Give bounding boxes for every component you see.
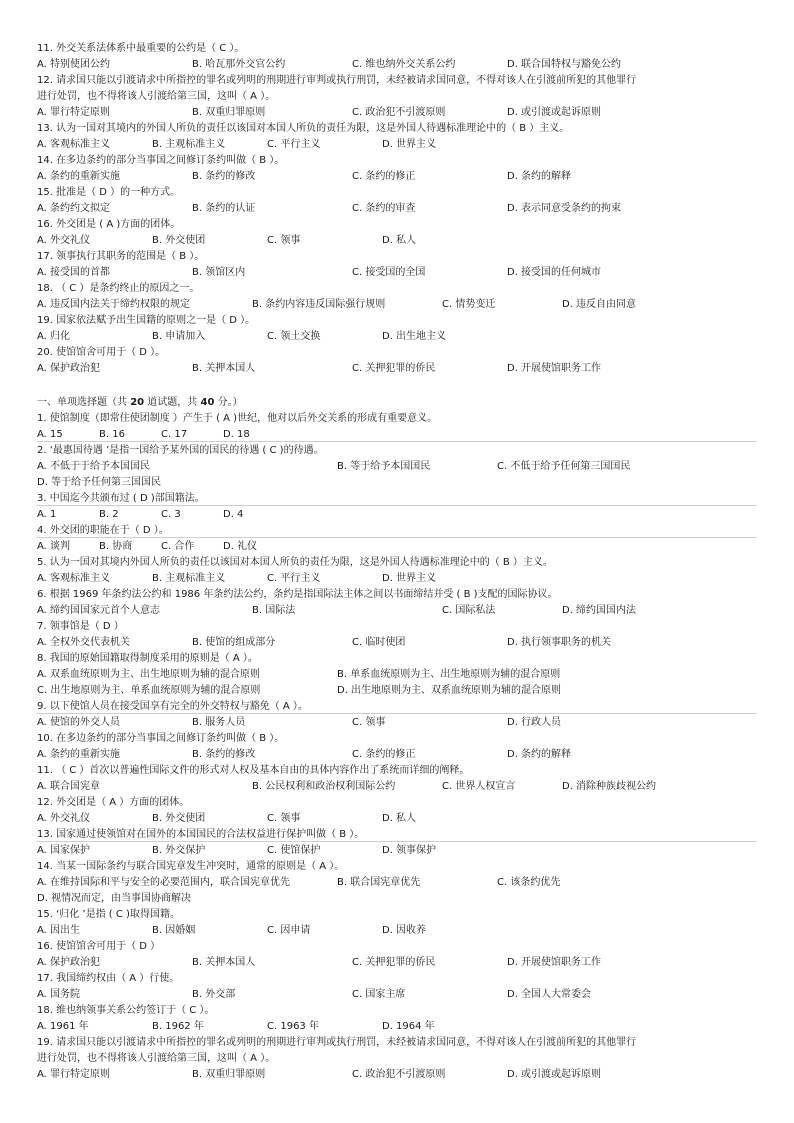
option-b: B. 外交使团 <box>152 235 206 246</box>
options-row <box>37 427 757 443</box>
heading-count: 20 <box>130 397 145 408</box>
option-b: B. 双重归罪原则 <box>192 107 266 118</box>
option-c: C. 使馆保护 <box>267 845 321 856</box>
question-line: 18. （ C ）是条约终止的原因之一。 <box>37 283 200 294</box>
option-c: C. 领事 <box>352 717 386 728</box>
question-block-1 <box>37 41 757 377</box>
options-row <box>37 1019 757 1035</box>
option-a: A. 不低于于给予本国国民 <box>37 461 151 472</box>
options-row <box>37 875 757 891</box>
option-c: C. 1963 年 <box>267 1021 319 1032</box>
question-line: 10. 在多边条约的部分当事国之间修订条约叫做（ B ）。 <box>37 733 285 744</box>
question-line: 2. ‘最惠国待遇 ’是指一国给予某外国的国民的待遇 ( C )的待遇。 <box>37 445 324 456</box>
option-b: B. 条约的认证 <box>192 203 256 214</box>
option-d: D. 条约的解释 <box>507 171 572 182</box>
question-line: 16. 外交团是 ( A )方面的团体。 <box>37 219 181 230</box>
options-row <box>37 329 757 345</box>
option-b: B. 因婚姻 <box>152 925 196 936</box>
options-row <box>37 169 757 185</box>
option-d: D. 或引渡或起诉原则 <box>507 107 602 118</box>
question-line: 11. （ C ）首次以普遍性国际文件的形式对人权及基本自由的具体内容作出了系统而详细的阐释。 <box>37 765 470 776</box>
option-d: D. 全国人大常委会 <box>507 989 592 1000</box>
question-line: 进行处罚，也不得将该人引渡给第三国，这叫（ A ）。 <box>37 1053 276 1064</box>
options-row <box>37 361 757 377</box>
options-row <box>37 635 757 651</box>
option-d: D. 开展使馆职务工作 <box>507 957 602 968</box>
option-a: A. 条约的重新实施 <box>37 749 121 760</box>
option-a: A. 归化 <box>37 331 71 342</box>
option-c: C. 世界人权宣言 <box>442 781 516 792</box>
option-b: B. 双重归罪原则 <box>192 1069 266 1080</box>
option-b: B. 主观标准主义 <box>152 139 226 150</box>
question-line: 13. 国家通过使领馆对在国外的本国国民的合法权益进行保护叫做（ B ）。 <box>37 827 757 843</box>
option-a: A. 使馆的外交人员 <box>37 717 121 728</box>
option-c: C. 合作 <box>161 541 195 552</box>
option-b: B. 协商 <box>99 541 133 552</box>
option-a: A. 因出生 <box>37 925 81 936</box>
option-c: C. 条约的修正 <box>352 749 416 760</box>
options-row <box>37 955 757 971</box>
option-c: C. 平行主义 <box>267 139 321 150</box>
option-a: A. 条约的重新实施 <box>37 171 121 182</box>
question-line: 12. 外交团是（ A ）方面的团体。 <box>37 797 190 808</box>
option-d: D. 1964 年 <box>382 1021 435 1032</box>
question-line: 18. 维也纳领事关系公约签订于（ C ）。 <box>37 1005 215 1016</box>
option-d: D. 世界主义 <box>382 573 437 584</box>
option-a: A. 1961 年 <box>37 1021 89 1032</box>
option-a: A. 国务院 <box>37 989 81 1000</box>
option-c: C. 条约的修正 <box>352 171 416 182</box>
option-a: A. 罪行特定原则 <box>37 107 111 118</box>
option-a: A. 外交礼仪 <box>37 235 91 246</box>
option-b: B. 使馆的组成部分 <box>192 637 276 648</box>
option-c: C. 国际私法 <box>442 605 496 616</box>
option-a: A. 在维持国际和平与安全的必要范围内，联合国宪章优先 <box>37 877 291 888</box>
option-c: C. 平行主义 <box>267 573 321 584</box>
option-a: A. 外交礼仪 <box>37 813 91 824</box>
option-a: A. 条约约文拟定 <box>37 203 111 214</box>
options-row <box>37 811 757 827</box>
option-b: B. 联合国宪章优先 <box>337 877 421 888</box>
option-c: C. 3 <box>161 509 181 520</box>
question-line: 17. 我国缔约权由（ A ）行使。 <box>37 973 180 984</box>
option-c: C. 政治犯不引渡原则 <box>352 107 446 118</box>
section-heading <box>37 395 757 411</box>
question-line: 6. 根据 1969 年条约法公约和 1986 年条约法公约，条约是指国际法主体之间以书面缔结并受 ( B )支配的国际协议。 <box>37 589 558 600</box>
options-row <box>37 297 757 313</box>
question-line: 14. 当某一国际条约与联合国宪章发生冲突时，通常的原则是（ A ）。 <box>37 861 345 872</box>
options-row <box>37 233 757 249</box>
question-line: 12. 请求国只能以引渡请求中所指控的罪名或列明的刑期进行审判或执行刑罚，未经被请求国同意，不得对该人在引渡前所犯的其他罪行 <box>37 75 637 86</box>
option-d: D. 开展使馆职务工作 <box>507 363 602 374</box>
question-block-2 <box>37 395 757 1083</box>
option-d: D. 消除种族歧视公约 <box>562 781 657 792</box>
question-line: 7. 领事馆是（ D ） <box>37 621 124 632</box>
option-d: D. 18 <box>223 429 250 440</box>
option-d: D. 缔约国国内法 <box>562 605 637 616</box>
options-row <box>37 667 757 683</box>
options-row <box>37 1067 757 1083</box>
question-line: 1. 使馆制度（即常住使团制度 ）产生于 ( A )世纪，他对以后外交关系的形成有重要意义。 <box>37 413 438 424</box>
option-d: D. 违反自由同意 <box>562 299 637 310</box>
question-line: D. 等于给予任何第三国国民 <box>37 477 162 488</box>
option-d: D. 出生地主义 <box>382 331 447 342</box>
option-b: B. 关押本国人 <box>192 957 256 968</box>
question-line: 进行处罚，也不得将该人引渡给第三国，这叫（ A ）。 <box>37 91 276 102</box>
option-b: B. 单系血统原则为主、出生地原则为辅的混合原则 <box>337 669 561 680</box>
question-line: 3. 中国迄今共颁布过 ( D )部国籍法。 <box>37 491 757 507</box>
option-b: B. 条约内容违反国际强行规则 <box>252 299 386 310</box>
options-row <box>37 779 757 795</box>
option-b: B. 外交部 <box>192 989 236 1000</box>
option-b: B. 哈瓦那外交官公约 <box>192 59 286 70</box>
option-a: A. 接受国的首都 <box>37 267 111 278</box>
option-c: C. 关押犯罪的侨民 <box>352 957 436 968</box>
option-c: C. 不低于给予任何第三国国民 <box>497 461 631 472</box>
option-d: D. 领事保护 <box>382 845 437 856</box>
option-b: B. 等于给予本国国民 <box>337 461 431 472</box>
option-d: D. 因收养 <box>382 925 427 936</box>
option-b: D. 出生地原则为主、双系血统原则为辅的混合原则 <box>337 685 562 696</box>
option-c: C. 国家主席 <box>352 989 406 1000</box>
option-a: C. 出生地原则为主、单系血统原则为辅的混合原则 <box>37 685 261 696</box>
options-row <box>37 137 757 153</box>
option-a: A. 违反国内法关于缔约权限的规定 <box>37 299 191 310</box>
question-line: 15. ‘归化 ’是指 ( C )取得国籍。 <box>37 909 180 920</box>
option-d: D. 接受国的任何城市 <box>507 267 602 278</box>
option-a: A. 全权外交代表机关 <box>37 637 131 648</box>
options-row <box>37 987 757 1003</box>
option-d: D. 4 <box>223 509 244 520</box>
question-line: 5. 认为一国对其境内外国人所负的责任以该国对本国人所负的责任为限，这是外国人待遇标准理论中的（ B ）主义。 <box>37 557 553 568</box>
option-c: C. 政治犯不引渡原则 <box>352 1069 446 1080</box>
options-row <box>37 201 757 217</box>
option-c: C. 接受国的全国 <box>352 267 426 278</box>
option-b: B. 条约的修改 <box>192 171 256 182</box>
option-d: D. 条约的解释 <box>507 749 572 760</box>
options-row <box>37 459 757 475</box>
options-row <box>37 683 757 699</box>
option-b: B. 公民权利和政治权利国际公约 <box>252 781 396 792</box>
options-row <box>37 747 757 763</box>
options-row <box>37 923 757 939</box>
option-c: C. 领土交换 <box>267 331 321 342</box>
option-a: A. 双系血统原则为主、出生地原则为辅的混合原则 <box>37 669 261 680</box>
option-a: A. 缔约国国家元首个人意志 <box>37 605 161 616</box>
option-d: D. 执行领事职务的机关 <box>507 637 612 648</box>
option-d: D. 或引渡或起诉原则 <box>507 1069 602 1080</box>
option-a: A. 1 <box>37 509 57 520</box>
option-c: C. 因申请 <box>267 925 311 936</box>
option-a: A. 客观标准主义 <box>37 139 111 150</box>
options-row <box>37 715 757 731</box>
option-d: D. 联合国特权与豁免公约 <box>507 59 622 70</box>
option-b: B. 申请加入 <box>152 331 206 342</box>
heading-suffix: 分。） <box>217 397 243 408</box>
option-a: A. 谈判 <box>37 541 71 552</box>
option-c: C. 情势变迁 <box>442 299 496 310</box>
question-line: 4. 外交团的职能在于（ D ）。 <box>37 523 757 539</box>
option-b: B. 国际法 <box>252 605 296 616</box>
options-row <box>37 507 757 523</box>
option-b: B. 2 <box>99 509 119 520</box>
option-b: B. 外交使团 <box>152 813 206 824</box>
option-b: B. 服务人员 <box>192 717 246 728</box>
option-b: B. 主观标准主义 <box>152 573 226 584</box>
option-c: C. 条约的审查 <box>352 203 416 214</box>
options-row <box>37 843 757 859</box>
options-row <box>37 603 757 619</box>
option-a: A. 保护政治犯 <box>37 363 101 374</box>
question-line: 11. 外交关系法体系中最重要的公约是（ C ）。 <box>37 43 245 54</box>
question-line: 9. 以下使馆人员在接受国享有完全的外交特权与豁免（ A ）。 <box>37 699 757 715</box>
question-line: 14. 在多边条约的部分当事国之间修订条约叫做（ B ）。 <box>37 155 285 166</box>
option-a: A. 保护政治犯 <box>37 957 101 968</box>
option-c: C. 该条约优先 <box>497 877 561 888</box>
question-line: 19. 请求国只能以引渡请求中所指控的罪名或列明的刑期进行审判或执行刑罚，未经被请求国同意，不得对该人在引渡前所犯的其他罪行 <box>37 1037 637 1048</box>
option-c: C. 临时使团 <box>352 637 406 648</box>
option-b: B. 16 <box>99 429 125 440</box>
question-line: 16. 使馆馆舍可用于（ D ） <box>37 941 161 952</box>
question-line: D. 视情况而定，由当事国协商解决 <box>37 893 192 904</box>
option-d: D. 礼仪 <box>223 541 258 552</box>
options-row <box>37 571 757 587</box>
question-line: 13. 认为一国对其境内的外国人所负的责任以该国对本国人所负的责任为限，这是外国人待遇标准理论中的（ B ）主义。 <box>37 123 570 134</box>
option-c: C. 17 <box>161 429 188 440</box>
option-a: A. 联合国宪章 <box>37 781 101 792</box>
question-line: 8. 我国的原始国籍取得制度采用的原则是（ A ）。 <box>37 653 258 664</box>
options-row <box>37 105 757 121</box>
option-a: A. 国家保护 <box>37 845 91 856</box>
option-d: D. 私人 <box>382 235 417 246</box>
options-row <box>37 539 757 555</box>
option-d: D. 世界主义 <box>382 139 437 150</box>
question-line: 17. 领事执行其职务的范围是（ B ）。 <box>37 251 205 262</box>
option-b: B. 外交保护 <box>152 845 206 856</box>
option-c: C. 领事 <box>267 235 301 246</box>
option-b: B. 条约的修改 <box>192 749 256 760</box>
option-a: A. 罪行特定原则 <box>37 1069 111 1080</box>
heading-score: 40 <box>200 397 215 408</box>
options-row <box>37 265 757 281</box>
option-c: C. 维也纳外交关系公约 <box>352 59 456 70</box>
option-b: B. 1962 年 <box>152 1021 204 1032</box>
question-line: 15. 批准是（ D ）的一种方式。 <box>37 187 181 198</box>
option-c: C. 领事 <box>267 813 301 824</box>
option-b: B. 关押本国人 <box>192 363 256 374</box>
question-line: 20. 使馆馆舍可用于（ D ）。 <box>37 347 166 358</box>
option-a: A. 15 <box>37 429 63 440</box>
option-d: D. 行政人员 <box>507 717 562 728</box>
option-d: D. 表示同意受条约的拘束 <box>507 203 622 214</box>
options-row <box>37 57 757 73</box>
option-c: C. 关押犯罪的侨民 <box>352 363 436 374</box>
heading-prefix: 一、单项选择题（共 <box>37 397 127 408</box>
option-a: A. 特别使团公约 <box>37 59 111 70</box>
option-d: D. 私人 <box>382 813 417 824</box>
option-a: A. 客观标准主义 <box>37 573 111 584</box>
option-b: B. 领馆区内 <box>192 267 246 278</box>
heading-middle: 道试题，共 <box>147 397 198 408</box>
question-line: 19. 国家依法赋予出生国籍的原则之一是（ D ）。 <box>37 315 256 326</box>
